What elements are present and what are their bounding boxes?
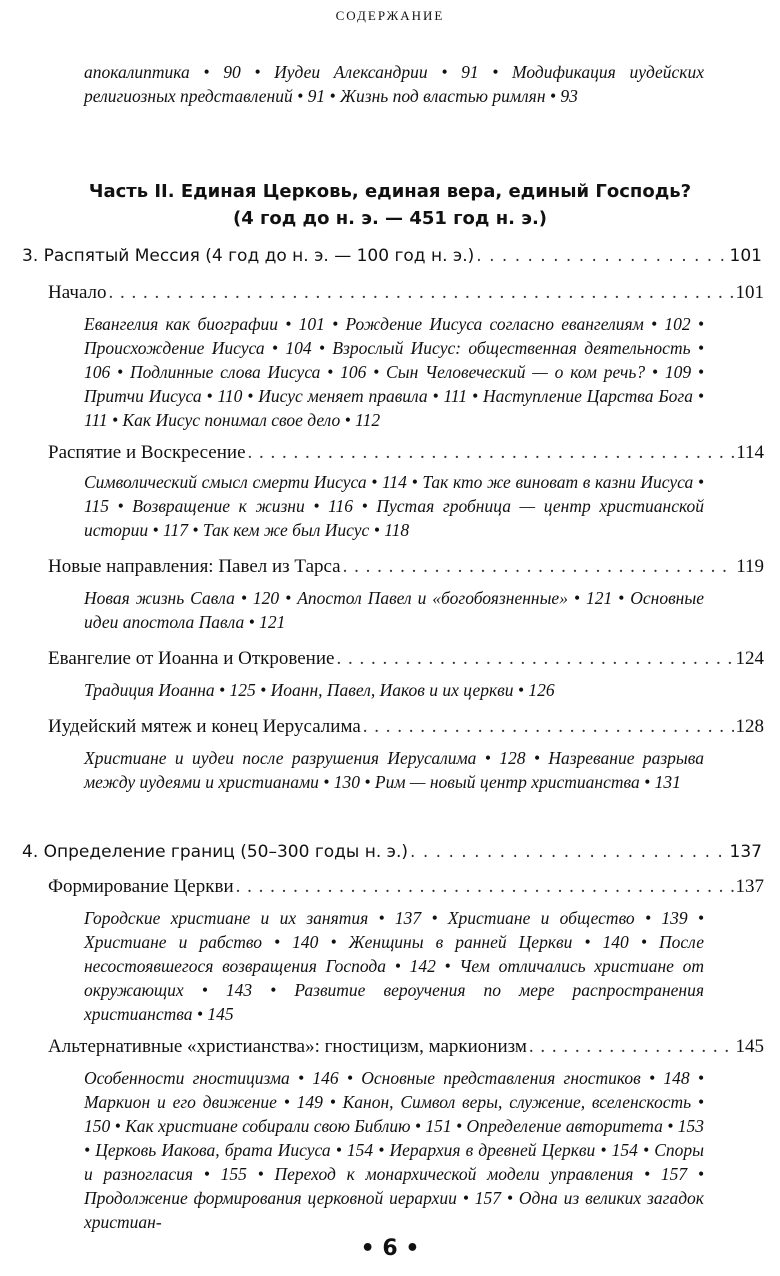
dot-leader (109, 282, 734, 304)
chapter-title: 4. Определение границ (50–300 годы н. э.) (22, 842, 409, 862)
section-page: 137 (735, 876, 764, 897)
dot-leader (336, 648, 733, 670)
running-head: СОДЕРЖАНИЕ (335, 8, 445, 23)
part-heading (0, 178, 780, 232)
toc-chapter-3[interactable] (22, 246, 762, 266)
continued-summary: апокалиптика • 90 • Иудеи Александрии • 91 • Модификация иудейских религиозных представлений • 91 • Жизнь под властью римлян • 93 (84, 62, 704, 106)
dot-leader (236, 876, 734, 898)
section-summary: Христиане и иудеи после разрушения Иерусалима • 128 • Назревание разрыва между иудеями и христианами • 130 • Рим — новый центр христианства • 131 (84, 748, 704, 792)
toc-section[interactable] (48, 282, 764, 304)
section-summary: Городские христиане и их занятия • 137 • Христиане и общество • 139 • Христиане и рабство • 140 • Женщины в ранней Церкви • 140 • После несостоявшегося возвращения Господа • 142 • Чем отличались христиане от окружающих • 143 • Развитие вероучения по мере распространения христианства • 145 (84, 908, 704, 1024)
section-summary: Особенности гностицизма • 146 • Основные представления гностиков • 148 • Маркион и его движение • 149 • Канон, Символ веры, служение, вселенскость • 150 • Как христиане собирали свою Библию • 151 • Определение авторитета • 153 • Церковь Иакова, брата Иисуса • 154 • Иерархия в древней Церкви • 154 • Споры и разногласия • 155 • Переход к монархической модели управления • 157 • Продолжение формирования церковной иерархии • 157 • Одна из великих загадок христиан- (84, 1068, 704, 1232)
section-summary: Новая жизнь Савла • 120 • Апостол Павел и «богобоязненные» • 121 • Основные идеи апостола Павла • 121 (84, 588, 704, 632)
section-title: Альтернативные «христианства»: гностицизм, маркионизм (48, 1036, 527, 1057)
toc-chapter-4[interactable] (22, 842, 762, 862)
dot-leader (529, 1036, 734, 1058)
section-title: Иудейский мятеж и конец Иерусалима (48, 716, 361, 737)
section-title: Формирование Церкви (48, 876, 234, 897)
toc-section[interactable] (48, 716, 764, 738)
section-summary: Символический смысл смерти Иисуса • 114 • Так кто же виноват в казни Иисуса • 115 • Возвращение к жизни • 116 • Пустая гробница — центр христианской истории • 117 • Так кем же был Иисус • 118 (84, 472, 704, 540)
section-page: 124 (735, 648, 764, 669)
section-summary: Традиция Иоанна • 125 • Иоанн, Павел, Иаков и их церкви • 126 (84, 680, 555, 700)
toc-section[interactable] (48, 442, 764, 464)
dot-leader (248, 442, 735, 464)
section-page: 114 (736, 442, 764, 463)
chapter-title: 3. Распятый Мессия (4 год до н. э. — 100 год н. э.) (22, 246, 475, 266)
section-page: 101 (735, 282, 764, 303)
chapter-page: 101 (729, 246, 762, 266)
dot-leader (410, 842, 728, 862)
part-heading-line1: Часть II. Единая Церковь, единая вера, единый Господь? (88, 181, 692, 202)
section-title: Распятие и Воскресение (48, 442, 246, 463)
dot-leader (363, 716, 734, 738)
section-page: 119 (736, 556, 764, 577)
dot-leader (343, 556, 735, 578)
toc-section[interactable] (48, 556, 764, 578)
section-title: Начало (48, 282, 107, 303)
section-page: 145 (735, 1036, 764, 1057)
section-summary: Евангелия как биографии • 101 • Рождение Иисуса согласно евангелиям • 102 • Происхождение Иисуса • 104 • Взрослый Иисус: общественная деятельность • 106 • Подлинные слова Иисуса • 106 • Сын Человеческий — о ком речь? • 109 • Притчи Иисуса • 110 • Иисус меняет правила • 111 • Наступление Царства Бога • 111 • Как Иисус понимал свое дело • 112 (84, 314, 704, 430)
toc-section[interactable] (48, 876, 764, 898)
page-number: • 6 • (360, 1236, 420, 1261)
part-heading-line2: (4 год до н. э. — 451 год н. э.) (232, 208, 548, 229)
toc-section[interactable] (48, 648, 764, 670)
section-title: Новые направления: Павел из Тарса (48, 556, 341, 577)
toc-section[interactable] (48, 1036, 764, 1058)
chapter-page: 137 (729, 842, 762, 862)
section-page: 128 (735, 716, 764, 737)
dot-leader (476, 246, 727, 266)
section-title: Евангелие от Иоанна и Откровение (48, 648, 335, 669)
